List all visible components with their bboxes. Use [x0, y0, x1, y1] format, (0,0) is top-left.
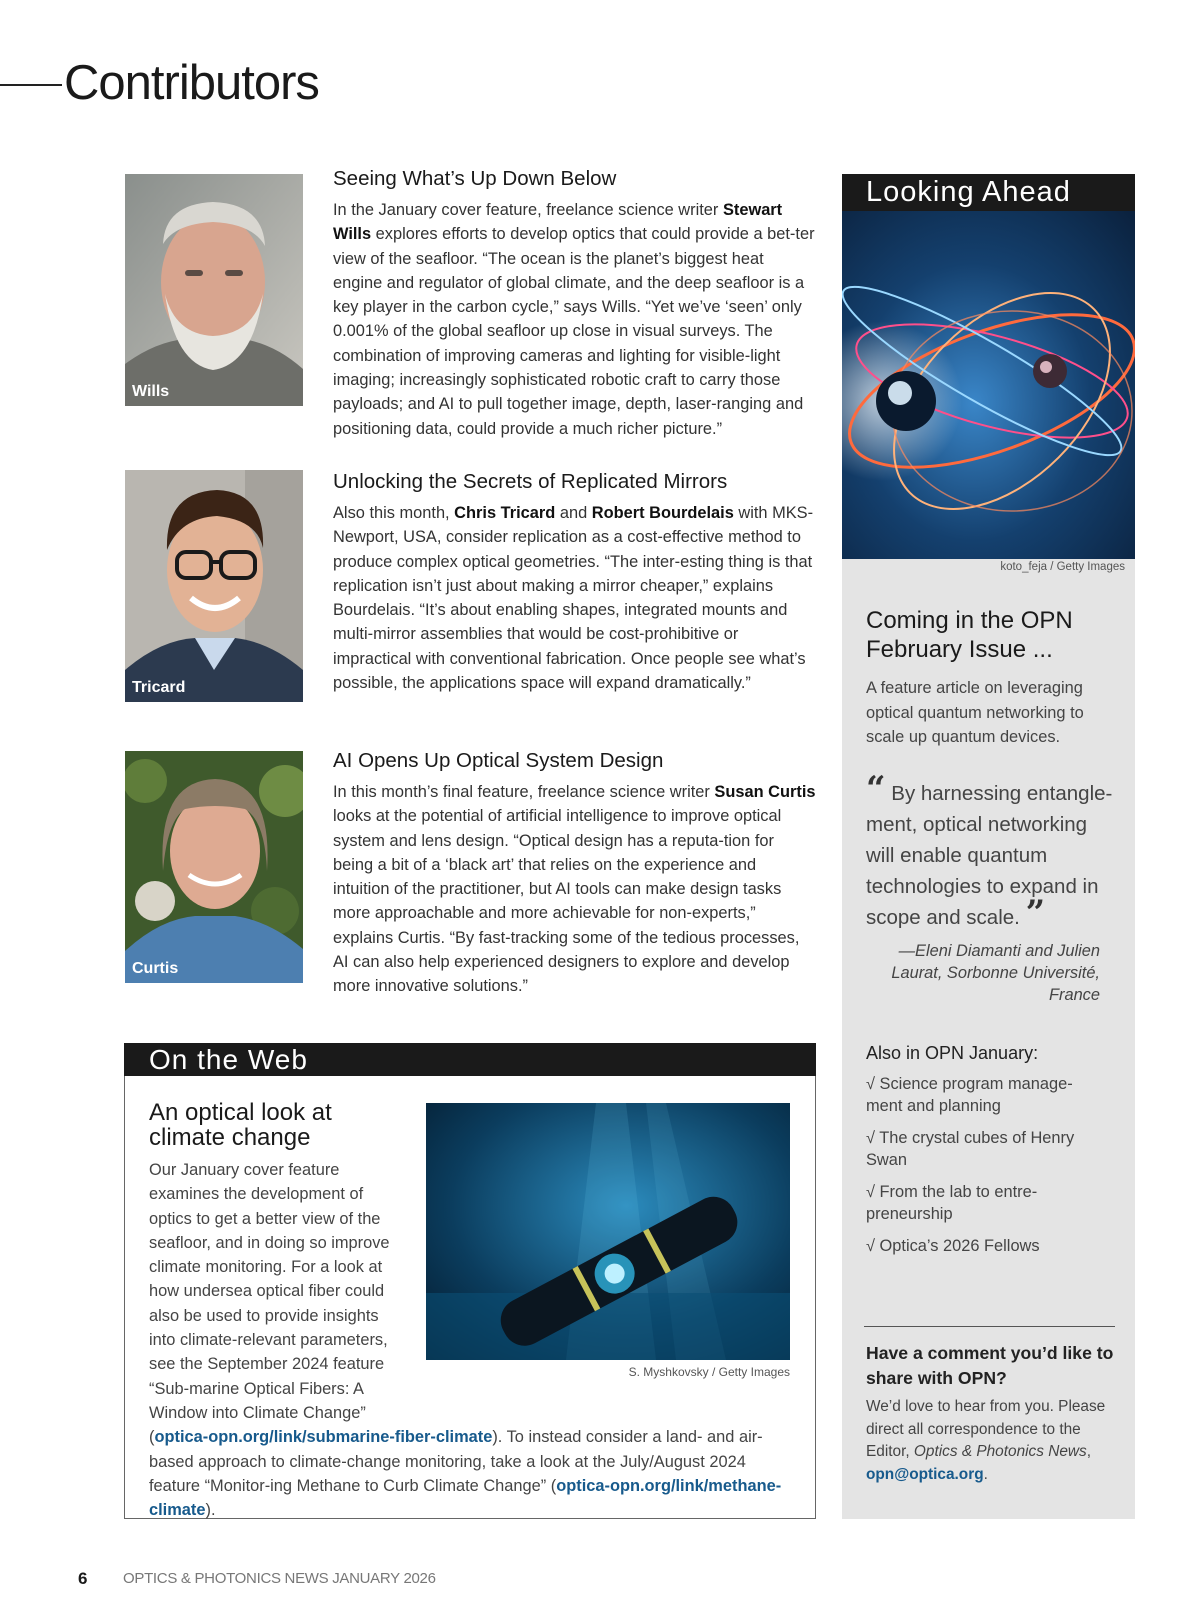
comment-text: We’d love to hear from you. Please direct all correspondence to the Editor, Optics & Photonics News, opn@optica.org. [866, 1398, 1106, 1483]
comment-title: Have a comment you’d like to share with OPN? [866, 1343, 1114, 1388]
coming-title: Coming in the OPN February Issue ... [866, 607, 1073, 663]
link-methane-climate[interactable]: optica-opn.org/link/methane-climate [149, 1476, 782, 1520]
wills-photo [125, 174, 303, 406]
quote-attribution: —Eleni Diamanti and Julien Laurat, Sorbonne Université, France [891, 942, 1100, 1004]
curtis-photo [125, 751, 303, 983]
article-heading: Seeing What’s Up Down Below [333, 167, 617, 190]
image-credit: S. Myshkovsky / Getty Images [628, 1365, 790, 1379]
article-body: In this month’s final feature, freelance science writer Susan Curtis looks at the potential of artificial intelligence to improve optical system and lens design. “Optical design has a reputa-tion for being a bit of a ‘black art’ that relies on the experience and intuition of the practitioner, but AI tools can make design tasks more approachable and more achievable for non-experts,” explains Curtis. “By fast-tracking some of the tedious processes, AI can also help experienced designers to explore and develop more innovative solutions.” [333, 783, 816, 996]
image-credit: koto_feja / Getty Images [1000, 561, 1125, 573]
link-submarine-fiber-climate[interactable]: optica-opn.org/link/submarine-fiber-climate [154, 1428, 493, 1447]
photo-caption: Tricard [132, 679, 186, 696]
coming-text: A feature article on leveraging optical quantum networking to scale up quantum devices. [866, 679, 1084, 746]
photo-caption: Curtis [132, 960, 179, 977]
on-the-web-title: On the Web [149, 1044, 308, 1075]
page-number: 6 [78, 1569, 88, 1588]
article-curtis [333, 748, 817, 999]
close-quote-icon: ” [1025, 893, 1046, 933]
photo-caption: Wills [132, 383, 170, 400]
looking-ahead-title: Looking Ahead [866, 176, 1071, 208]
pull-quote: “ By harnessing entangle-ment, optical networking will enable quantum technologies to expand in scope and scale. ” [866, 769, 1113, 933]
header-rule [0, 84, 62, 86]
list-item: √ Science program manage-ment and planning [866, 1075, 1073, 1115]
also-in-title: Also in OPN January: [866, 1043, 1039, 1063]
list-item: √ The crystal cubes of Henry Swan [866, 1129, 1075, 1169]
article-wills [333, 166, 817, 441]
tricard-photo [125, 470, 303, 702]
publication-footer: OPTICS & PHOTONICS NEWS JANUARY 2026 [123, 1570, 436, 1587]
list-item: √ From the lab to entre-preneurship [866, 1183, 1038, 1223]
sidebar-divider [864, 1326, 1115, 1327]
list-item: √ Optica’s 2026 Fellows [866, 1237, 1040, 1255]
web-article-body: Our January cover feature examines the development of optics to get a better view of the seafloor, and in doing so improve climate monitoring. For a look at how undersea optical fiber could also be used to provide insights into climate-relevant parameters, see the September 2024 feature “Sub-marine Optical Fibers: A Window into Climate Change” (optica-opn.org/link/submarine-fiber-climate). To instead consider a land- and air-based approach to climate-change monitoring, take a look at the July/August 2024 feature “Monitor-ing Methane to Curb Climate Change” (optica-opn.org/link/methane-climate). [149, 1161, 782, 1520]
email-link[interactable]: opn@optica.org [866, 1465, 984, 1483]
article-tricard [333, 469, 817, 695]
web-article-heading: An optical look at climate change [149, 1099, 332, 1151]
article-heading: Unlocking the Secrets of Replicated Mirrors [333, 470, 728, 493]
open-quote-icon: “ [866, 769, 886, 809]
also-in-list [866, 1073, 1106, 1267]
page-title: Contributors [64, 56, 319, 110]
article-heading: AI Opens Up Optical System Design [333, 749, 664, 772]
article-body: Also this month, Chris Tricard and Robert Bourdelais with MKS-Newport, USA, consider replication as a cost-effective method to produce complex optical geometries. “The inter-esting thing is that replication isn’t just about making a mirror cheaper,” explains Bourdelais. “It’s about enabling shapes, integrated mounts and multi-mirror assemblies that would be cost-prohibitive or impractical with conventional fabrication. Once people see what’s possible, the applications space will expand dramatically.” [333, 504, 814, 693]
quantum-orbit-image [842, 211, 1135, 559]
article-body: In the January cover feature, freelance science writer Stewart Wills explores efforts to develop optics that could provide a bet-ter view of the seafloor. “The ocean is the planet’s biggest heat engine and regulator of global climate, and the deep seafloor is a key player in the carbon cycle,” says Wills. “Yet we’ve ‘seen’ only 0.001% of the global seafloor up close in visual surveys. The combination of improving cameras and lighting for visible-light imaging; increasingly sophisticated robotic craft to carry those payloads; and AI to pull together image, depth, laser-ranging and positioning data, could provide a much richer picture.” [333, 201, 815, 438]
